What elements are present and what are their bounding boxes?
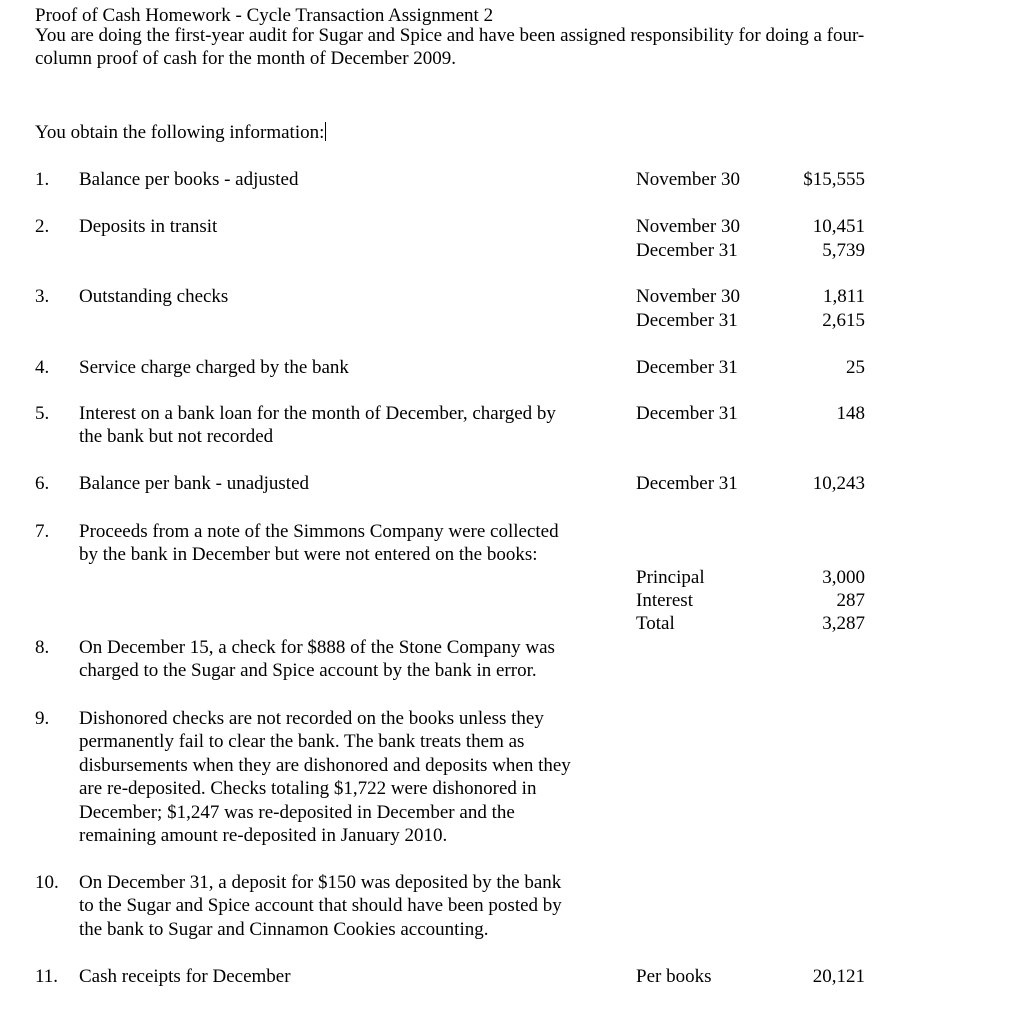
item-amount: 1,811 <box>822 286 865 307</box>
item-text: Balance per books - adjusted <box>79 169 299 190</box>
item-number: 5. <box>35 403 50 424</box>
item-amount: 287 <box>836 590 865 611</box>
item-text: Balance per bank - unadjusted <box>79 473 310 494</box>
document-title: Proof of Cash Homework - Cycle Transaction Assignment 2 <box>35 5 494 26</box>
item-date: November 30 <box>636 286 740 307</box>
item-number: 7. <box>35 521 50 542</box>
item-text: the bank but not recorded <box>79 426 274 448</box>
item-number: 4. <box>35 357 50 378</box>
item-amount: 2,615 <box>822 310 865 331</box>
item-text: the bank to Sugar and Cinnamon Cookies accounting. <box>79 918 489 940</box>
item-amount: 3,287 <box>822 613 865 634</box>
intro-line: You are doing the first-year audit for Sugar and Spice and have been assigned responsibility for doing a four- <box>35 25 865 46</box>
item-date: November 30 <box>636 216 740 237</box>
item-date: Total <box>636 613 675 634</box>
item-number: 3. <box>35 286 50 307</box>
item-number: 9. <box>35 708 50 729</box>
item-number: 2. <box>35 216 50 237</box>
obtain-text: You obtain the following information: <box>35 122 325 143</box>
item-date: December 31 <box>636 473 738 494</box>
item-text: Outstanding checks <box>79 286 229 307</box>
item-date: Per books <box>636 966 712 987</box>
item-date: December 31 <box>636 357 738 378</box>
text-cursor <box>325 122 326 141</box>
item-number: 10. <box>35 872 59 893</box>
obtain-line[interactable] <box>35 121 326 144</box>
item-text: permanently fail to clear the bank. The bank treats them as <box>79 731 525 753</box>
item-text: to the Sugar and Spice account that should have been posted by <box>79 895 562 917</box>
item-amount: 148 <box>836 403 865 424</box>
item-number: 6. <box>35 473 50 494</box>
intro-line: column proof of cash for the month of December 2009. <box>35 48 457 69</box>
item-date: December 31 <box>636 403 738 424</box>
item-amount: 25 <box>846 357 865 378</box>
item-amount: 3,000 <box>822 567 865 588</box>
item-text: by the bank in December but were not entered on the books: <box>79 544 538 566</box>
item-date: December 31 <box>636 240 738 261</box>
item-number: 11. <box>35 966 59 987</box>
item-date: Principal <box>636 567 705 588</box>
item-amount: 10,243 <box>812 473 865 494</box>
item-text: Interest on a bank loan for the month of December, charged by <box>79 403 556 424</box>
item-date: December 31 <box>636 310 738 331</box>
item-amount: 10,451 <box>812 216 865 237</box>
item-text: Dishonored checks are not recorded on the books unless they <box>79 708 544 729</box>
item-text: On December 31, a deposit for $150 was deposited by the bank <box>79 872 562 893</box>
item-date: Interest <box>636 590 693 611</box>
item-number: 8. <box>35 637 50 658</box>
item-date: November 30 <box>636 169 740 190</box>
item-text: On December 15, a check for $888 of the Stone Company was <box>79 637 555 658</box>
item-text: charged to the Sugar and Spice account by the bank in error. <box>79 660 537 682</box>
item-amount: $15,555 <box>803 169 865 190</box>
item-text: are re-deposited. Checks totaling $1,722 were dishonored in <box>79 778 537 800</box>
item-text: remaining amount re-deposited in January 2010. <box>79 825 448 846</box>
item-text: Proceeds from a note of the Simmons Company were collected <box>79 521 559 542</box>
item-text: December; $1,247 was re-deposited in December and the <box>79 801 515 823</box>
item-text: Service charge charged by the bank <box>79 357 349 378</box>
item-text: disbursements when they are dishonored and deposits when they <box>79 754 571 776</box>
item-amount: 5,739 <box>822 240 865 261</box>
item-text: Deposits in transit <box>79 216 218 237</box>
item-number: 1. <box>35 169 50 190</box>
item-amount: 20,121 <box>812 966 865 987</box>
item-text: Cash receipts for December <box>79 966 291 987</box>
